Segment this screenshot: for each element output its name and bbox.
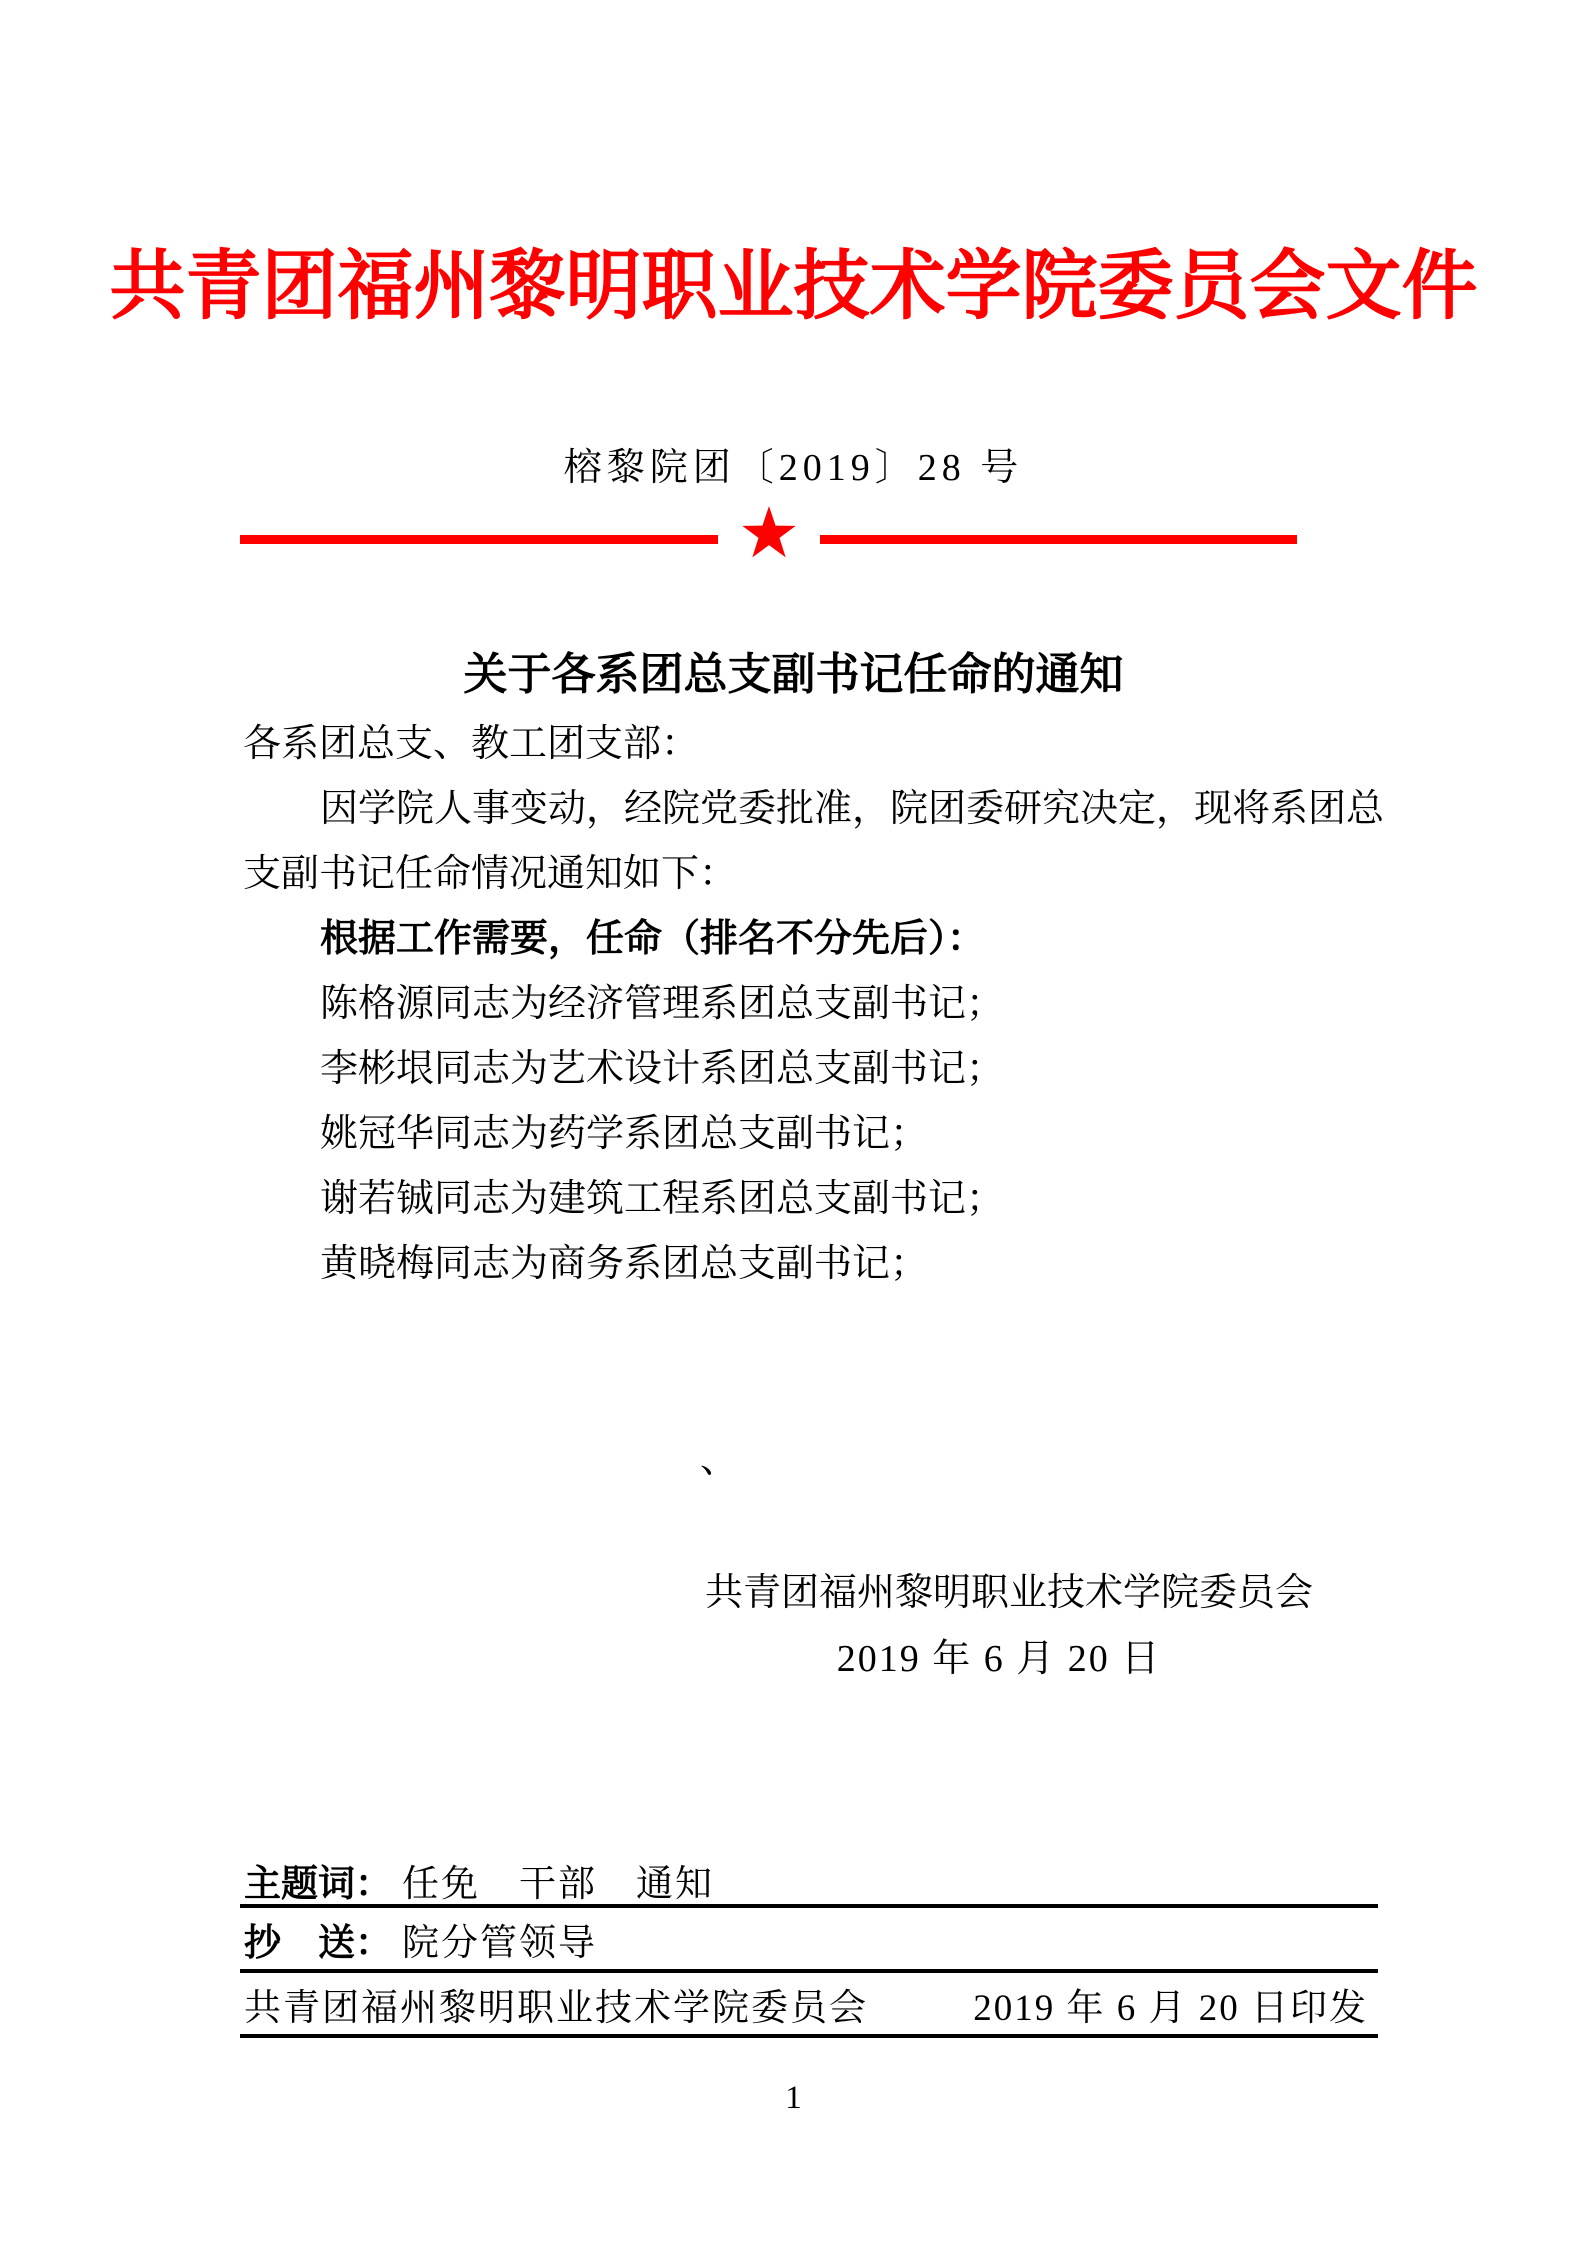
letterhead-title: 共青团福州黎明职业技术学院委员会文件 (109, 245, 1478, 329)
issuing-row (240, 1973, 1378, 2038)
subject-keywords-value: 任免 干部 通知 (402, 1864, 714, 1905)
copy-to-row (240, 1908, 1378, 1973)
appointment-item: 黄晓梅同志为商务系团总支副书记； (320, 1243, 929, 1285)
red-divider-rule (240, 513, 1297, 565)
appointment-item: 姚冠华同志为药学系团总支副书记； (320, 1113, 929, 1155)
stray-punctuation-mark: 、 (700, 1439, 739, 1481)
signature-block (705, 1560, 1314, 1692)
subject-keywords-row (240, 1856, 1378, 1908)
paragraph-line-1: 因学院人事变动，经院党委批准，院团委研究决定，现将系团总 (320, 788, 1385, 830)
issuing-organization: 共青团福州黎明职业技术学院委员会 (244, 1987, 868, 2029)
appointment-intro-line: 根据工作需要，任命（排名不分先后）： (320, 918, 986, 960)
paragraph-line-2: 支副书记任命情况通知如下： (243, 853, 738, 895)
page-number: 1 (785, 2080, 802, 2116)
appointment-item: 李彬垠同志为艺术设计系团总支副书记； (320, 1048, 1005, 1090)
signature-organization: 共青团福州黎明职业技术学院委员会 (705, 1572, 1314, 1614)
subject-keywords-label: 主题词： (244, 1863, 392, 1904)
star-icon (742, 506, 796, 558)
appointment-item: 陈格源同志为经济管理系团总支副书记； (320, 983, 1005, 1025)
copy-to-value: 院分管领导 (402, 1922, 597, 1964)
red-rule-left-segment (240, 535, 718, 544)
salutation-line: 各系团总支、教工团支部： (243, 723, 700, 765)
document-number: 榕黎院团〔2019〕28 号 (563, 447, 1024, 489)
copy-to-label: 抄 送： (244, 1921, 392, 1963)
document-body (243, 712, 1385, 1297)
appointment-item: 谢若铖同志为建筑工程系团总支副书记； (320, 1178, 1005, 1220)
signature-date: 2019 年 6 月 20 日 (836, 1638, 1162, 1680)
document-title: 关于各系团总支副书记任命的通知 (463, 650, 1124, 699)
print-date: 2019 年 6 月 20 日印发 (973, 1987, 1368, 2029)
red-rule-right-segment (820, 535, 1298, 544)
footer-table (240, 1856, 1378, 2038)
